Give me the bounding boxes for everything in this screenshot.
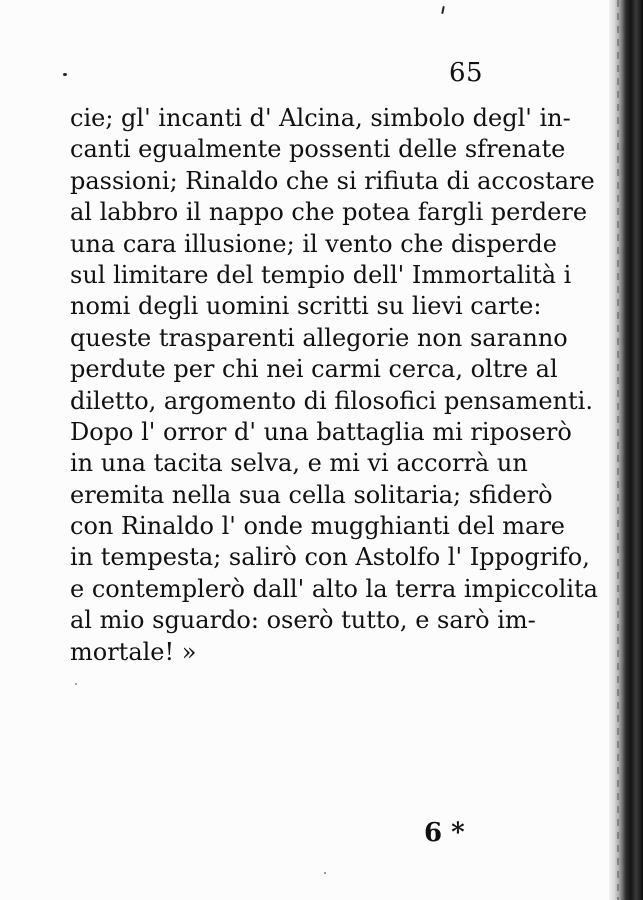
ink-speck [63,73,67,76]
text-line: in tempesta; salirò con Astolfo l' Ippogrifo, [70,543,590,572]
text-line: con Rinaldo l' onde mugghianti del mare [70,512,566,541]
page-number: 65 [449,58,484,88]
ink-speck [441,6,445,14]
text-line: Dopo l' orror d' una battaglia mi riposerò [70,417,572,446]
text-line: cie; gl' incanti d' Alcina, simbolo degl' in- [70,104,571,132]
text-line: una cara illusione; il vento che disperde [70,229,557,258]
text-line: sul limitare del tempio dell' Immortalità i [70,260,572,289]
text-line: perdute per chi nei carmi cerca, oltre al [70,355,558,384]
text-line: queste trasparenti allegorie non saranno [70,323,568,352]
signature-mark: 6 * [424,818,465,848]
text-line: in una tacita selva, e mi vi accorrà un [70,449,528,478]
text-line: al mio sguardo: oserò tutto, e sarò im- [70,606,536,635]
ink-speck [75,683,77,685]
text-line: al labbro il nappo che potea fargli perdere [70,198,588,227]
text-line: diletto, argomento di filosofici pensamenti. [70,386,593,415]
text-line: nomi degli uomini scritti su lievi carte: [70,292,542,321]
ink-speck [324,872,326,874]
text-line: canti egualmente possenti delle sfrenate [70,135,566,164]
text-line: passioni; Rinaldo che si rifiuta di accostare [70,166,595,195]
text-line: e contemplerò dall' alto la terra impiccolita [70,574,598,603]
text-line: eremita nella sua cella solitaria; sfiderò [70,480,553,509]
book-spine-edge [609,0,643,900]
body-text [70,103,598,668]
text-line: mortale! » [70,637,197,666]
